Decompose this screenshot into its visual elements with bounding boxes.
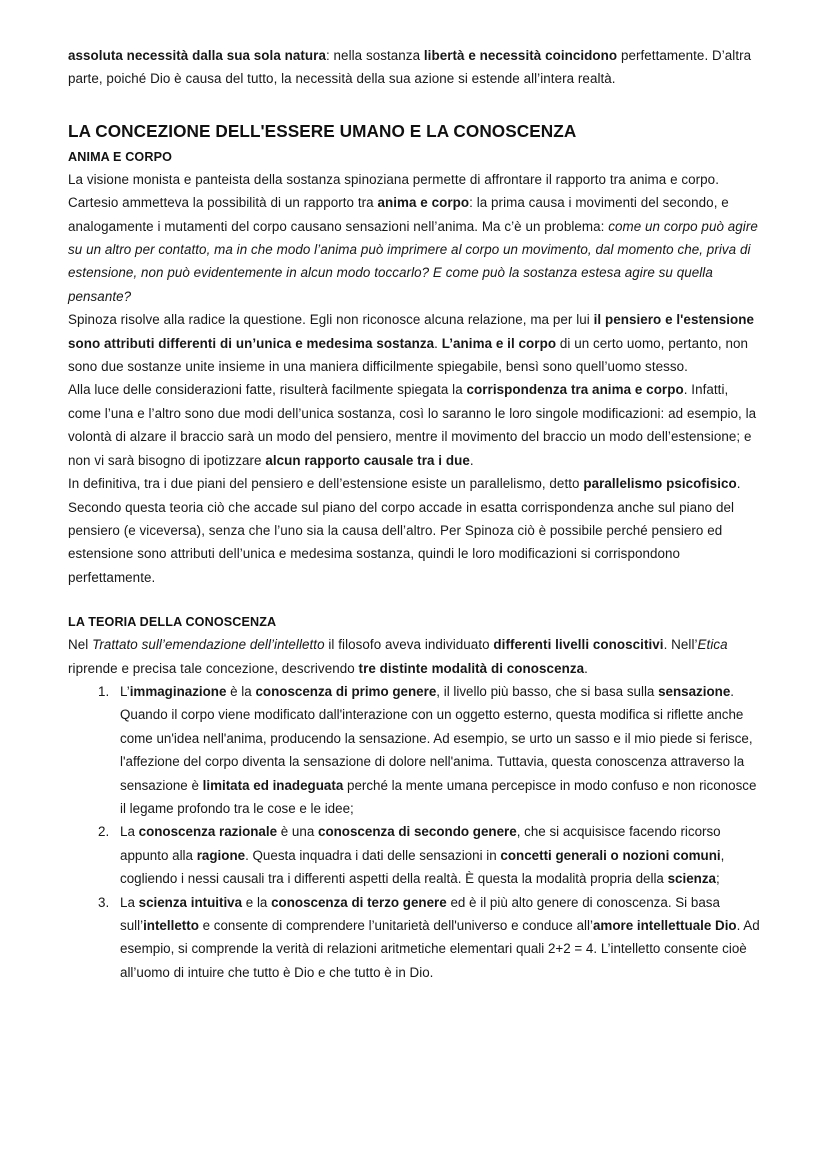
li2-text-e: , cogliendo i nessi causali tra i differenti aspetti della realtà. È questa la modalità propria della <box>120 847 725 887</box>
li2-text-c: , che si acquisisce facendo ricorso appunto alla <box>120 824 721 863</box>
tc-intro-italic-etica: Etica <box>697 637 728 653</box>
li1-bold-sensazione: sensazione <box>658 683 731 699</box>
li1-text-a: L’ <box>120 683 130 699</box>
page-title: LA CONCEZIONE DELL'ESSERE UMANO E LA CONOSCENZA <box>68 120 577 141</box>
paragraph-teoria-intro <box>68 633 765 680</box>
ac-p2-bold-attributi: il pensiero e l'estensione sono attributi differenti di un’unica e medesima sostanza <box>68 312 755 351</box>
ac-p1-bold-anima-e-corpo: anima e corpo <box>377 195 470 211</box>
ac-p2-text-c: di un certo uomo, pertanto, non sono due sostanze unite insieme in una maniera difficilmente spiegabile, bensì sono quell’uomo stesso. <box>68 335 749 375</box>
subsection-heading-teoria-conoscenza: LA TEORIA DELLA CONOSCENZA <box>68 615 277 630</box>
li2-text-a: La <box>120 824 139 840</box>
intro-text-end: perfettamente. D’altra parte, poiché Dio è causa del tutto, la necessità della sua azione si estende all’intera realtà. <box>68 48 752 87</box>
spacer-before-teoria-heading <box>68 589 765 611</box>
tc-intro-bold-livelli: differenti livelli conoscitivi <box>493 637 664 653</box>
li3-bold-scienza-intuitiva: scienza intuitiva <box>138 894 243 910</box>
li1-text-d: . Quando il corpo viene modificato dall'interazione con un oggetto esterno, questa modifica si riflette anche come un'idea nell'anima, producendo la sensazione. Ad esempio, se urto un sasso e il mio piede si ferisce, l'affezione del corpo diventa la sensazione di dolore nell'anima. Tuttavia, questa conoscenza attraverso la sensazione è <box>120 683 753 793</box>
li3-bold-amore-intellettuale: amore intellettuale Dio <box>592 918 737 933</box>
list-item <box>68 891 765 985</box>
li3-text-c: ed è il più alto genere di conoscenza. Si basa sull’ <box>120 894 720 933</box>
paragraph-anima-corpo-4 <box>68 472 765 589</box>
intro-text-mid: : nella sostanza <box>325 48 424 63</box>
paragraph-anima-corpo-1 <box>68 168 765 308</box>
paragraph-anima-corpo-3 <box>68 378 765 472</box>
li1-bold-immaginazione: immaginazione <box>129 683 227 699</box>
ac-p3-bold-rapporto-causale: alcun rapporto causale tra i due <box>265 452 470 468</box>
tc-intro-text-d: riprende e precisa tale concezione, descrivendo <box>68 660 359 676</box>
ac-p3-text-a: Alla luce delle considerazioni fatte, risulterà facilmente spiegata la <box>68 382 467 398</box>
li2-text-b: è una <box>277 824 318 840</box>
paragraph-anima-corpo-2 <box>68 308 765 378</box>
document-body <box>68 44 765 984</box>
spacer-before-section-title <box>68 91 765 116</box>
intro-paragraph <box>68 44 765 91</box>
li2-bold-concetti-generali: concetti generali o nozioni comuni <box>500 847 721 863</box>
li2-text-d: . Questa inquadra i dati delle sensazioni in <box>245 847 501 863</box>
li1-text-c: , il livello più basso, che si basa sulla <box>436 683 659 699</box>
intro-bold-necessita: assoluta necessità dalla sua sola natura <box>68 48 326 63</box>
ac-p2-bold-anima-corpo: L’anima e il corpo <box>441 335 557 351</box>
li3-bold-terzo-genere: conoscenza di terzo genere <box>271 894 447 910</box>
li3-text-a: La <box>120 894 139 910</box>
li3-text-b: e la <box>242 894 272 910</box>
ac-p3-text-b: . Infatti, come l’una e l’altro sono due modi dell’unica sostanza, così lo saranno le loro singole modificazioni: ad esempio, la volontà di alzare il braccio sarà un modo del pensiero, mentre il movimento del braccio un modo dell’estensione; e non vi sarà bisogno di ipotizzare <box>68 382 757 468</box>
ac-p2-text-a: Spinoza risolve alla radice la questione. Egli non riconosce alcuna relazione, ma per lui <box>68 312 594 328</box>
li1-text-b: è la <box>226 683 256 699</box>
intro-bold-liberta: libertà e necessità coincidono <box>423 48 618 63</box>
li3-text-e: . Ad esempio, si comprende la verità di relazioni aritmetiche elementari quali 2+2 = 4. L’intelletto consente cioè all’uomo di intuire che tutto è Dio e che tutto è in Dio. <box>120 918 760 980</box>
tc-intro-italic-trattato: Trattato sull’emendazione dell’intelletto <box>92 637 325 653</box>
li2-bold-secondo-genere: conoscenza di secondo genere <box>318 824 517 840</box>
li1-text-e: perché la mente umana percepisce in modo confuso e non riconosce il legame profondo tra le cose e le idee; <box>120 777 757 816</box>
tc-intro-text-a: Nel <box>68 637 93 653</box>
li1-bold-limitata: limitata ed inadeguata <box>202 777 344 793</box>
ac-p1-text-b: : la prima causa i movimenti del secondo, e analogamente i mutamenti del corpo causano sensazioni nell’anima. Ma c’è un problema: <box>68 195 729 234</box>
ac-p1-text-a: La visione monista e panteista della sostanza spinoziana permette di affrontare il rapporto tra anima e corpo. Cartesio ammetteva la possibilità di un rapporto tra <box>68 171 719 211</box>
li3-bold-intelletto: intelletto <box>143 918 199 933</box>
li2-bold-scienza: scienza <box>667 871 716 887</box>
li2-bold-ragione: ragione <box>196 847 246 863</box>
ac-p1-italic-question: come un corpo può agire su un altro per contatto, ma in che modo l’anima può imprimere al corpo un movimento, dal momento che, priva di estensione, non può evidentemente in alcun modo toccarlo? E come può la sostanza estesa agire su quella pensante? <box>68 218 758 304</box>
tc-intro-text-e: . <box>584 660 588 676</box>
ac-p2-text-b: . <box>434 335 442 351</box>
ac-p4-bold-parallelismo: parallelismo psicofisico <box>583 476 737 492</box>
li2-text-f: ; <box>716 871 720 887</box>
ac-p3-text-c: . <box>469 452 474 468</box>
li3-text-d: e consente di comprendere l’unitarietà dell'universo e conduce all’ <box>198 918 593 933</box>
li1-bold-primo-genere: conoscenza di primo genere <box>255 683 437 699</box>
ac-p3-bold-corrispondenza: corrispondenza tra anima e corpo <box>466 382 684 398</box>
list-item <box>68 680 765 820</box>
subsection-heading-anima-e-corpo: ANIMA E CORPO <box>68 149 173 164</box>
ac-p4-text-a: In definitiva, tra i due piani del pensiero e dell’estensione esiste un parallelismo, detto <box>68 476 584 492</box>
tc-intro-text-c: . Nell’ <box>663 637 698 653</box>
li2-bold-conoscenza-razionale: conoscenza razionale <box>138 824 278 840</box>
tc-intro-text-b: il filosofo aveva individuato <box>324 637 494 653</box>
tc-intro-bold-tre-modalita: tre distinte modalità di conoscenza <box>358 660 585 676</box>
knowledge-types-list <box>68 680 765 984</box>
ac-p4-text-b: . Secondo questa teoria ciò che accade sul piano del corpo accade in esatta corrispondenza anche sul piano del pensiero (e viceversa), senza che l’uno sia la causa dell’altro. Per Spinoza ciò è possibile perché pensiero ed estensione sono attributi dell’unica e medesima sostanza, quindi le loro modificazioni si corrispondono perfettamente. <box>68 476 741 585</box>
list-item <box>68 820 765 890</box>
